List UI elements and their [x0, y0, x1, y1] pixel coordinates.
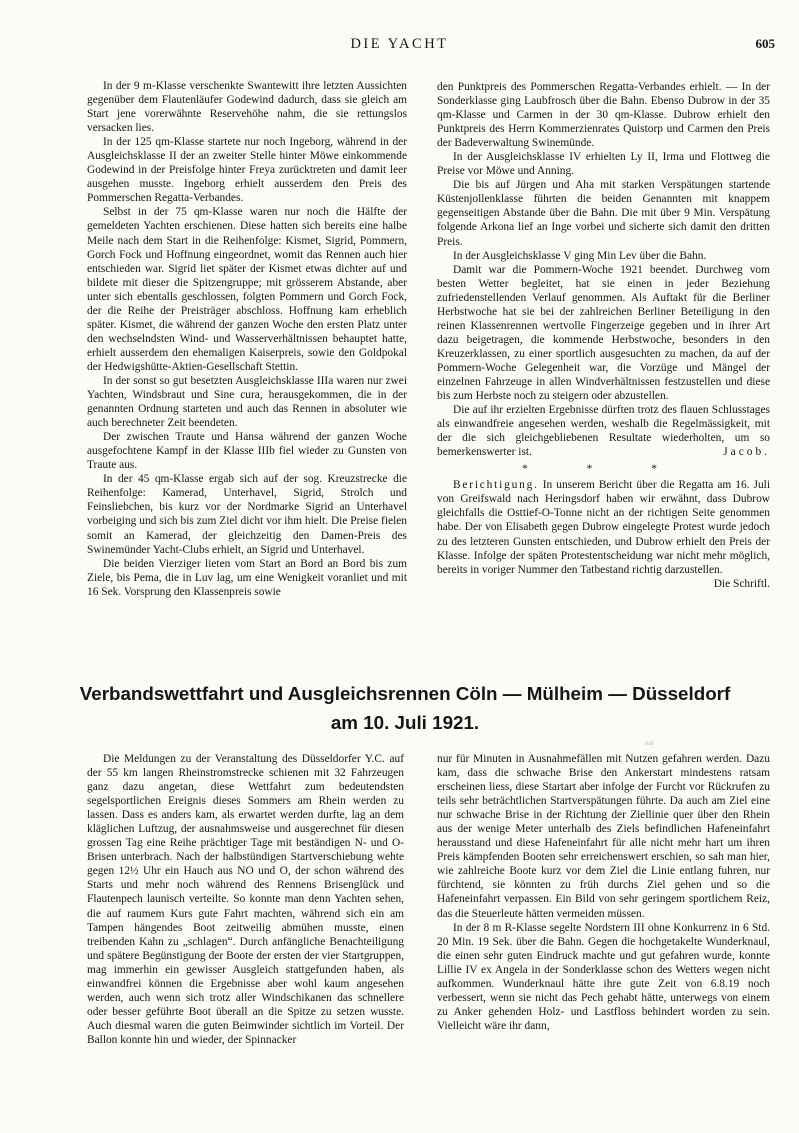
article1-paragraph: In der 9 m-Klasse verschenkte Swantewitt ihre letzten Aussichten gegenüber dem Flautenläufer Godewind dadurch, dass sie gleich am Start jene vorerwähnte Reservehöhe nahm, die sie rettungslos versacken lies.	[87, 80, 407, 135]
scan-artifact: Sab	[645, 741, 654, 747]
correction-text: In unserem Bericht über die Regatta am 16. Juli von Greifswald nach Heringsdorf haben wir erwähnt, dass Dubrow gleichfalls die Osttief-O-Tonne nicht an der richtigen Seite genommen habe. Der von Elisabeth gegen Dubrow eingelegte Protest wurde jedoch zu des letzteren Gunsten entschieden, und Dubrow erhielt den Preis der Klasse. Infolge der späten Protestentscheidung war nicht mehr möglich, bereits in voriger Nummer den Tatbestand richtig darzustellen.	[437, 479, 770, 576]
headline-line-1: Verbandswettfahrt und Ausgleichsrennen Cöln — Mülheim — Düsseldorf	[79, 683, 731, 704]
page-number: 605	[755, 36, 775, 51]
correction-paragraph	[437, 478, 770, 590]
article1-paragraph: Der zwischen Traute und Hansa während der ganzen Woche ausgefochtene Kampf in der Klasse IIIb fiel wieder zu Gunsten von Traute aus.	[87, 431, 407, 472]
article1-paragraph: Die beiden Vierziger lieten vom Start an Bord an Bord bis zum Ziele, bis Pema, die in Luv lag, um eine Wenigkeit voranliet und mit 16 Sek. Vorsprung den Klassenpreis sowie	[87, 557, 407, 598]
article2-right-column	[437, 752, 770, 1033]
article1-right-column	[437, 80, 770, 591]
section-separator: * * *	[522, 463, 685, 476]
article1-paragraph	[437, 403, 770, 459]
article1-paragraph: In der 125 qm-Klasse startete nur noch Ingeborg, während in der Ausgleichsklasse II der an zweiter Stelle hinter Möwe einkommende Godewind in der Preisfolge hinter Freya zurücktreten und damit leer ausgehen musste. Ingeborg erhielt ausserdem den Preis des Pommerschen Regatta-Verbandes.	[87, 136, 407, 205]
correction-label: Berichtigung.	[453, 479, 539, 492]
article1-paragraph: Die bis auf Jürgen und Aha mit starken Verspätungen startende Küstenjollenklasse führten die beiden Genannten mit knappem gegenseitigen Abstande über die Bahn. Die mit über 9 Min. Verspätung folgende Arkona lief an Inge vorbei und sicherte sich damit den dritten Preis.	[437, 179, 770, 248]
article1-paragraph: den Punktpreis des Pommerschen Regatta-Verbandes erhielt. — In der Sonderklasse ging Laubfrosch über die Bahn. Ebenso Dubrow in der 35 qm-Klasse und Carmen in der 30 qm-Klasse. Dubrow erhielt den Punktpreis des Herrn Kommerzienrates Quistorp und Carmen den Preis der Badeverwaltung Swinemünde.	[437, 81, 770, 150]
article2-paragraph: Die Meldungen zu der Veranstaltung des Düsseldorfer Y.C. auf der 55 km langen Rheinstromstrecke schienen mit 32 Fahrzeugen ganz dazu angetan, diese Wettfahrt zum bedeutendsten segelsportlichen Ereignis dieses Sommers am Rhein werden zu lassen. Dass es anders kam, als erwartet werden durfte, lag an dem kläglichen Luftzug, der ausnahmsweise und ausgerechnet für diesen grossen Tag eine Reihe prächtiger Tage mit beständigen N- und O-Brisen unterbrach. Nach der halbstündigen Startverschiebung wehte gegen 12½ Uhr ein Hauch aus NO und O, der schon während des Starts und mehr noch während des Rennens Brisenglück und Flautenpech launisch verteilte. So konnte man denn Yachten sehen, die auf raumem Kurs gute Fahrt machten, während sich ein am Tampen hängendes Boot zeitweilig abmühen musste, einen treibenden Kahn zu „schlagen“. Durch anfängliche Benachteiligung und spätere Begünstigung der Boote der ersten der vier Startgruppen, mag immerhin ein gewisser Ausgleich stattgefunden haben, als einwandfrei können die Ergebnisse aber wohl kaum angesehen werden, auch wenn sich trotz aller Windschikanen das schnellere oder besser geführte Boot überall an die Spitze zu setzen wusste. Auch diesmal waren die guten Beimwinder sichtlich im Vorteil. Der Ballon konnte hin und wieder, der Spinnacker	[87, 753, 404, 1046]
article1-paragraph: In der Ausgleichsklasse IV erhielten Ly II, Irma und Flottweg die Preise vor Möwe und Anning.	[437, 151, 770, 178]
headline-line-2: am 10. Juli 1921.	[330, 712, 480, 733]
article1-paragraph: Damit war die Pommern-Woche 1921 beendet. Durchweg vom besten Wetter begleitet, hat sie einen in jeder Beziehung zufriedenstellenden Verlauf genommen. Als Auftakt für die Berliner Herbstwoche hat sie bei der zahlreichen Berliner Beteiligung in den reinen Klassenrennen wertvolle Fingerzeige gegeben und in ihrer Art dazu beigetragen, die kommende Herbstwoche, besonders in den Kreuzerklassen, zu einer sportlich ausgesuchten zu machen, da auf der Pommern-Woche Gelegenheit war, die Vorzüge und Mängel der einzelnen Fahrzeuge in allen Windverhältnissen festzustellen und diese bis zum Herbste noch zu steigern oder abzustellen.	[437, 263, 770, 403]
article1-closing-text: Die auf ihr erzielten Ergebnisse dürften trotz des flauen Schlusstages als einwandfreie angesehen werden, weshalb die Regelmässigkeit, mit der die sich gleichgebliebenen Resultate wiederholten, um so bemerkenswerter ist.	[437, 404, 770, 459]
article1-paragraph: In der Ausgleichsklasse V ging Min Lev über die Bahn.	[453, 249, 707, 262]
article1-paragraph: Selbst in der 75 qm-Klasse waren nur noch die Hälfte der gemeldeten Yachten erschienen. Diese hatten sich bereits eine halbe Meile nach dem Start in die Reihenfolge: Kismet, Sigrid, Pommern, Gorch Fock und Hoffnung eingeordnet, womit das Rennen auch hier entschieden war. Sigrid liet später der Kismet etwas dichter auf und bildete mit dieser die Spitzengruppe; mit grösserem Abstande, aber unter sich ebentalls geschlossen, folgten Pommern und Gorch Fock, der die Reihe der Preisträger abschloss. Hoffnung kam erheblich später. Kismet, die während der ganzen Woche den ersten Platz unter den wechselndsten Wind- und Wasserverhältnissen behauptet hatte, erhielt ausserdem den ehemaligen Kaiserpreis, sowie den Goldpokal der Hedwigshütte-Aktien-Gesellschaft Stettin.	[87, 206, 407, 373]
article2-paragraph: nur für Minuten in Ausnahmefällen mit Nutzen gefahren werden. Dazu kam, dass die schwache Brise den Ankerstart mindestens ratsam erscheinen liess, diese Startart aber infolge der Furcht vor Rückrufen zu teils sehr beträchtlichen Startverspätungen führte. Da auch am Ziel eine nur schwache Brise in der Richtung der Ziellinie quer über den Rhein aus der wenige Meter unterhalb des Ziels befindlichen Hafeneinfahrt herausstand und diese Hafeneinfahrt für alle nicht mehr hart um ihren Preis kämpfenden Booten sehr erreichenswert erschien, so sah man hier, wie zahlreiche Boote kurz vor dem Ziel die Linie entlang fuhren, nur fürchtend, sie könnten zu früh durchs Ziel gehen und so die Hafeneinfahrt verpassen. Ein Bild von sehr geringem sportlichem Reiz, das die Steuerleute hätten vermeiden müssen.	[437, 753, 770, 920]
running-head: DIE YACHT	[350, 36, 449, 52]
article1-left-column	[87, 79, 407, 599]
article2-headline	[60, 679, 750, 737]
article1-paragraph: In der 45 qm-Klasse ergab sich auf der sog. Kreuzstrecke die Reihenfolge: Kamerad, Unterhavel, Sigrid, Strolch und Feinsliebchen, bis kurz vor der Nordmarke Sigrid an Unterhavel vorbeiging und sich bis zum Ziel dicht vor ihm hielt. Die Preise fielen somit an Kamerad, der gleichzeitig den Damen-Preis des Swinemünder Yacht-Clubs erhielt, an Sigrid und Unterhavel.	[87, 473, 407, 556]
author-signature: Jacob.	[723, 446, 770, 459]
editor-signature: Die Schriftl.	[713, 577, 770, 590]
article2-left-column	[87, 752, 404, 1047]
article2-paragraph: In der 8 m R-Klasse segelte Nordstern III ohne Konkurrenz in 6 Std. 20 Min. 19 Sek. über die Bahn. Gegen die hochgetakelte Wunderknaul, die einen sehr guten Eindruck machte und gut gefahren wurde, konnte Lillie IV ex Angela in der Sonderklasse schon des Wetters wegen nicht aufkommen. Wunderknaul hätte ihre gute Zeit von 6.8.19 noch verbessert, wenn sie nicht das Pech gehabt hätte, unterwegs von einem zu Anker gehenden Holz- und Lastfloss behindert worden zu sein. Vielleicht wäre ihr dann,	[437, 921, 770, 1032]
article1-paragraph: In der sonst so gut besetzten Ausgleichsklasse IIIa waren nur zwei Yachten, Windsbraut und Sine cura, herausgekommen, die in der genannten Ordnung starteten und auch das Rennen in absoluter wie auch berechneter Zeit beendeten.	[87, 374, 407, 430]
